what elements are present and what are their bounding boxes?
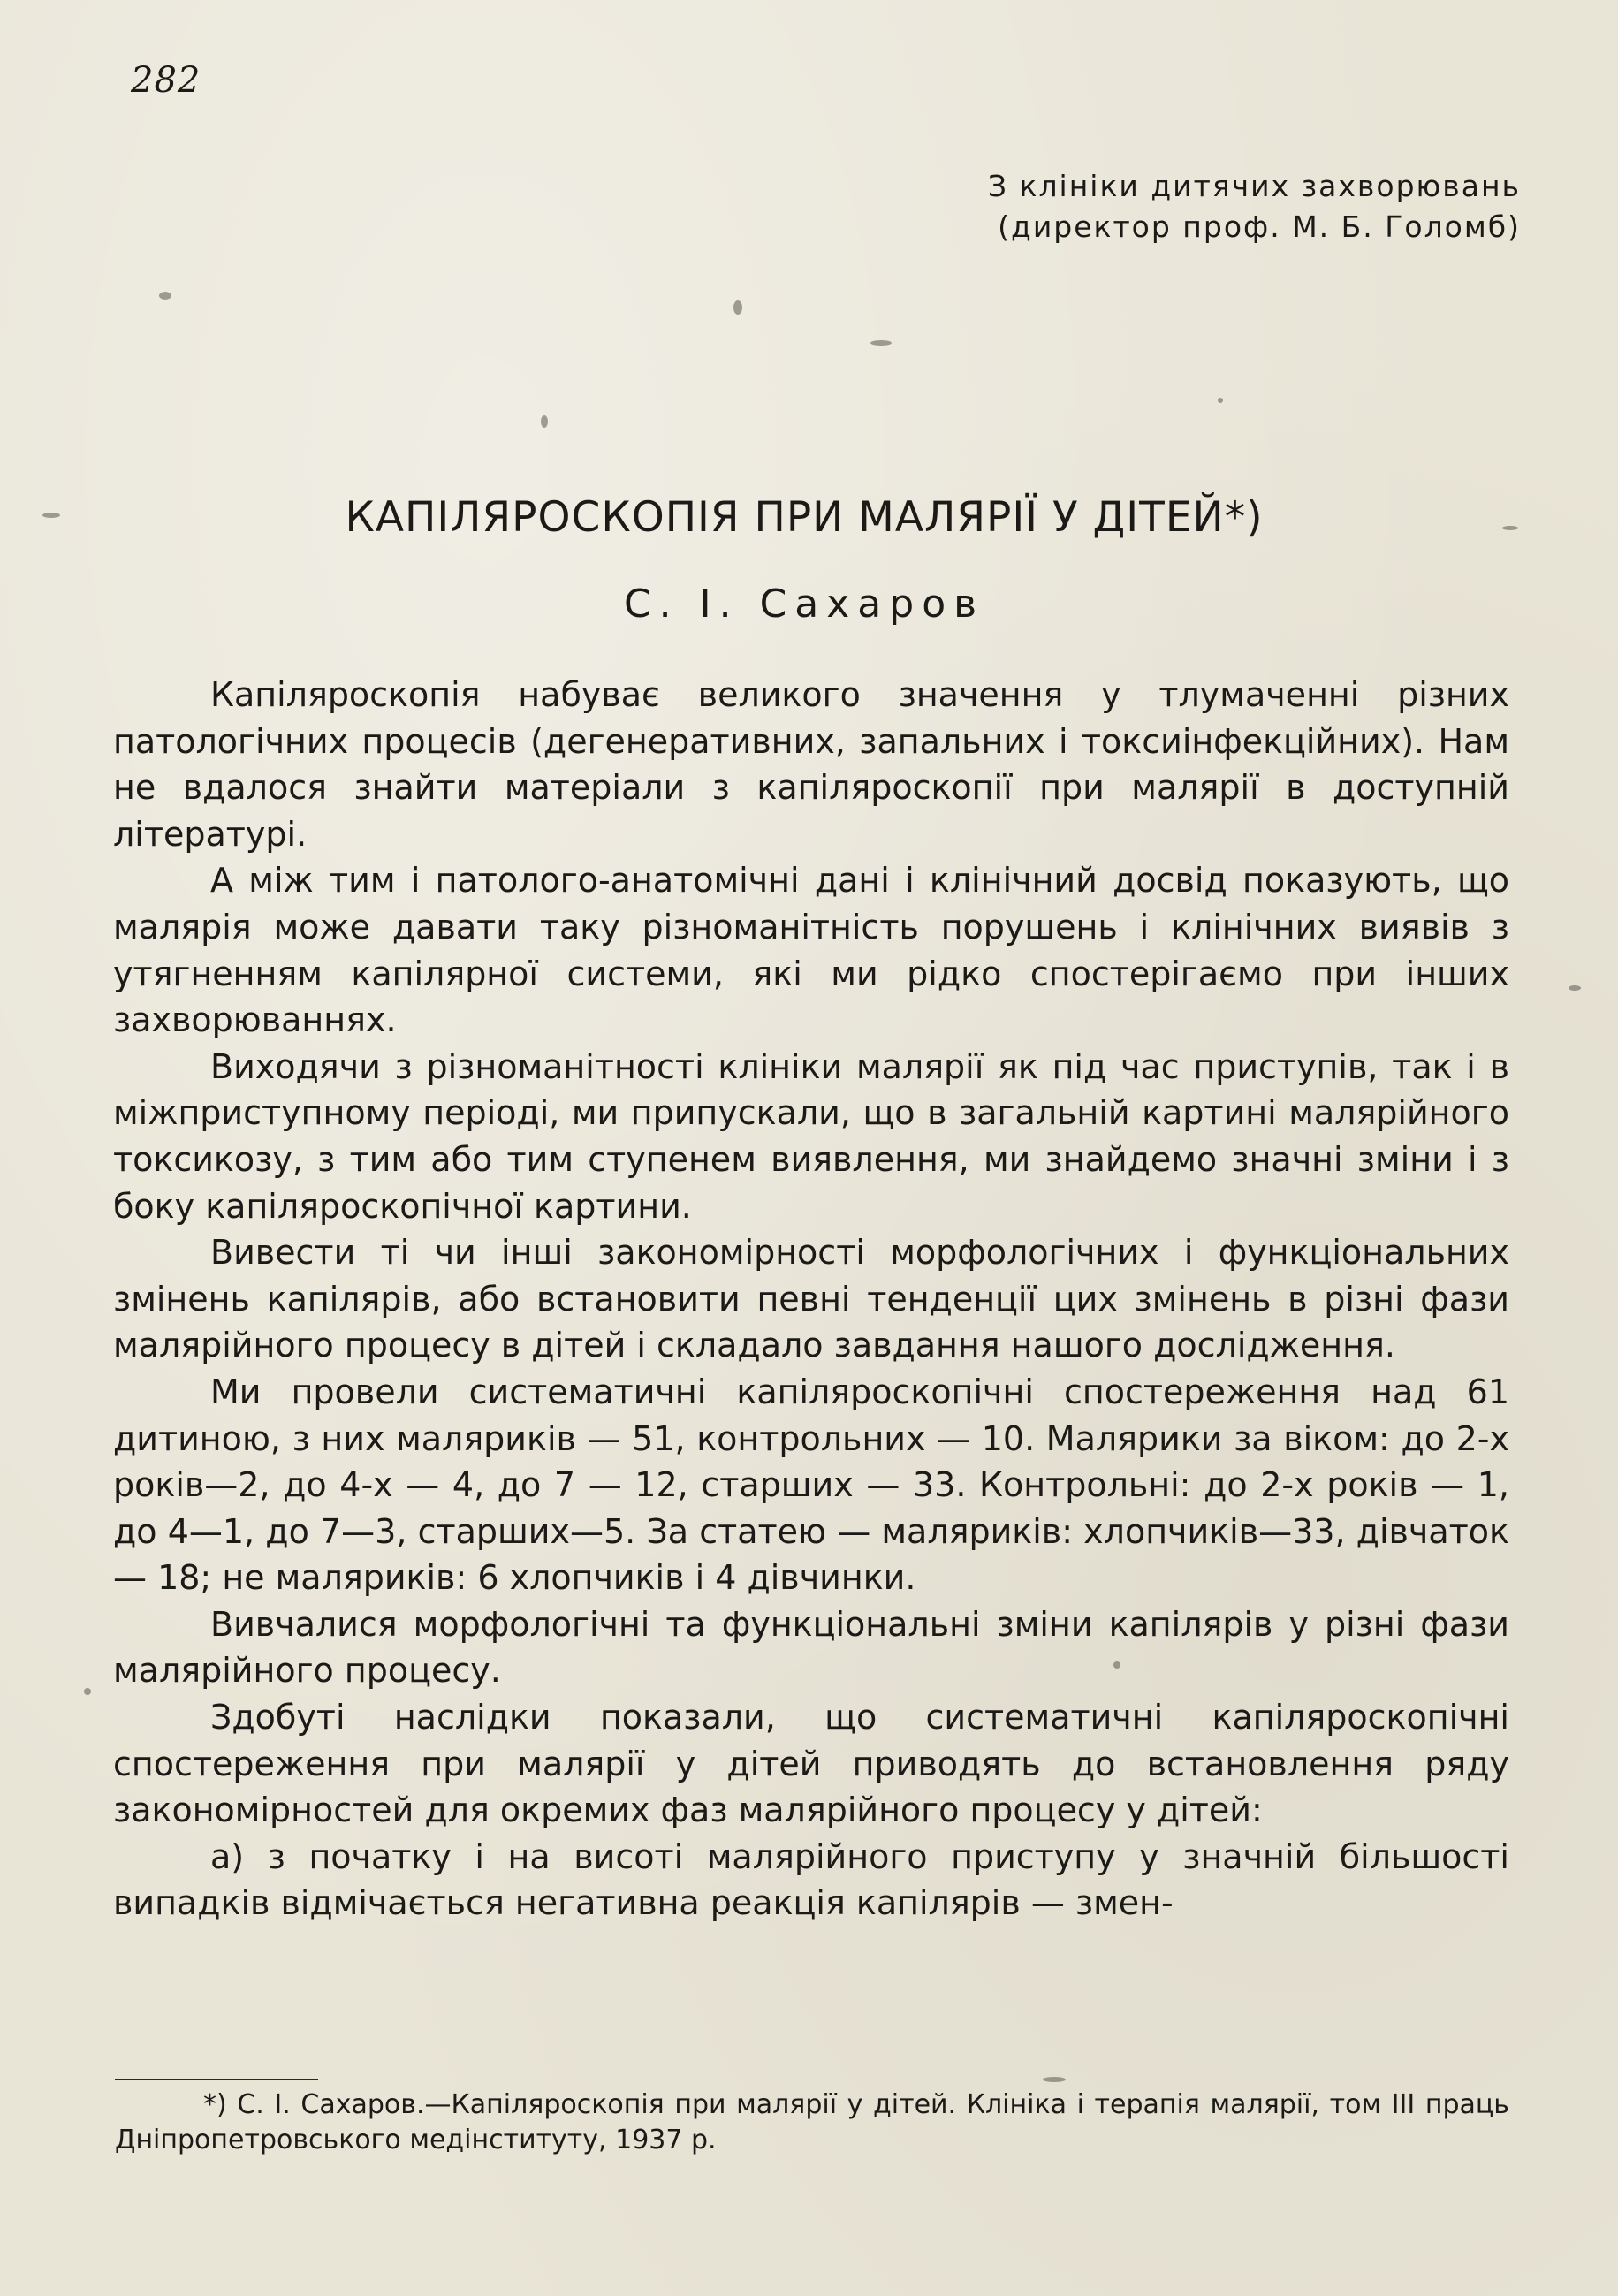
paragraph: Вивчалися морфологічні та функціональні зміни капілярів у різні фази малярійного процесу. <box>113 1604 1509 1691</box>
paper-speck <box>1502 526 1518 530</box>
footnote-divider <box>115 2079 318 2080</box>
paragraph: Вивести ті чи інші закономірності морфологічних і функціональних змінень капілярів, або встановити певні тенденції цих змінень в різні фази малярійного процесу в дітей і складало завдання нашого дослідження. <box>113 1233 1509 1365</box>
paper-speck <box>84 1688 91 1695</box>
page-number: 282 <box>131 60 201 101</box>
paper-speck <box>1043 2077 1066 2082</box>
paper-speck <box>42 513 60 518</box>
paragraph: Здобуті наслідки показали, що систематичні капіляроскопічні спостереження при малярії у дітей приводять до встановлення ряду закономірностей для окремих фаз малярійного процесу у дітей: <box>113 1698 1509 1830</box>
article-body <box>113 672 1509 1927</box>
paragraph: Виходячи з різноманітності клініки малярії як під час приступів, так і в міжприступному періоді, ми припускали, що в загальній картині малярійного токсикозу, з тим або тим ступенем виявлення, ми знайдемо значні зміни і з боку капіляроскопічної картини. <box>113 1046 1509 1226</box>
paper-speck <box>1218 398 1223 403</box>
paper-speck <box>870 340 892 346</box>
paper-speck <box>541 415 548 428</box>
paragraph: Ми провели систематичні капіляроскопічні спостереження над 61 дитиною, з них маляриків — 51, контрольних — 10. Малярики за віком: до 2-х років—2, до 4-х — 4, до 7 — 12, старших — 33. Контрольні: до 2-х років — 1, до 4—1, до 7—3, старших—5. За статею — маляриків: хлопчиків—33, дівчаток — 18; не маляриків: 6 хлопчиків і 4 дівчинки. <box>113 1372 1509 1598</box>
paper-speck <box>733 300 742 315</box>
paper-speck <box>159 292 171 300</box>
article-title: КАПІЛЯРОСКОПІЯ ПРИ МАЛЯРІЇ У ДІТЕЙ*) <box>345 493 1264 542</box>
footnote: *) С. І. Сахаров.—Капіляроскопія при малярії у дітей. Клініка і терапія малярії, том III праць Дніпропетровського медінституту, 1937 р. <box>115 2089 1509 2155</box>
affiliation-line-clinic: З клініки дитячих захворювань <box>987 169 1521 203</box>
paper-speck <box>1569 985 1581 991</box>
affiliation-line-director: (директор проф. М. Б. Голомб) <box>998 209 1521 244</box>
paragraph: а) з початку і на висоті малярійного приступу у значній більшості випадків відмічається негативна реакція капілярів — змен- <box>113 1836 1509 1923</box>
paragraph: А між тим і патолого-анатомічні дані і клінічний досвід показують, що малярія може давати таку різноманітність порушень і клінічних виявів з утягненням капілярної системи, які ми рідко спостерігаємо при інших захворюваннях. <box>113 861 1509 1040</box>
paper-speck <box>1113 1661 1120 1669</box>
paragraph: Капіляроскопія набуває великого значення у тлумаченні різних патологічних процесів (дегенеративних, запальних і токсиінфекційних). Нам не вдалося знайти матеріали з капіляроскопії при малярії в доступній літературі. <box>113 675 1509 854</box>
affiliation-block <box>849 166 1521 247</box>
article-author: С. І. Сахаров <box>623 582 985 627</box>
